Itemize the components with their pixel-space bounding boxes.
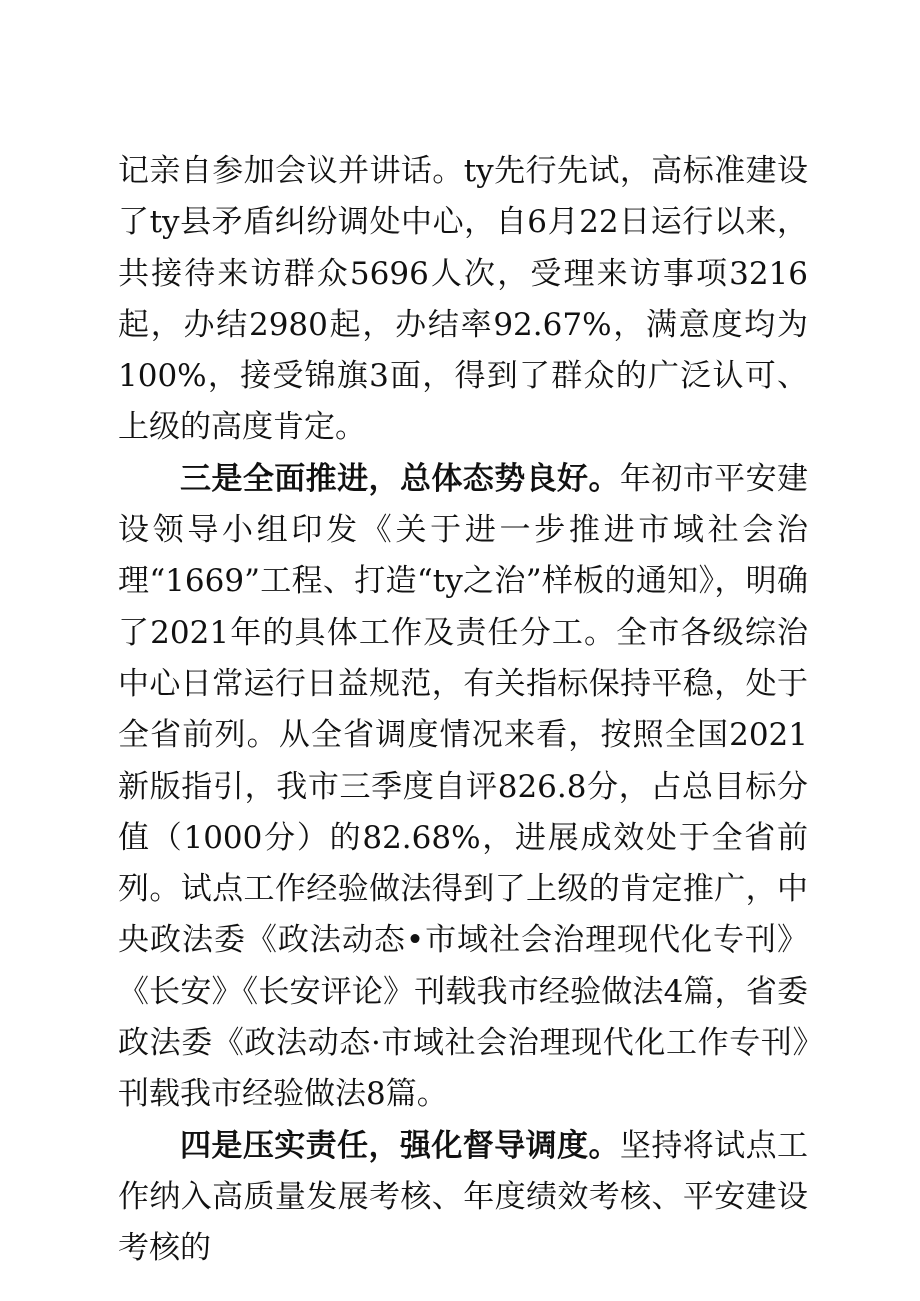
paragraph-lead-heading: 三是全面推进，总体态势良好。	[180, 460, 620, 497]
paragraph-responsibility	[118, 1121, 808, 1275]
paragraph-overall-progress	[118, 454, 808, 1121]
paragraph-body: 年初市平安建设领导小组印发《关于进一步推进市域社会治理“1669”工程、打造“ty之治”样板的通知》，明确了2021年的具体工作及责任分工。全市各级综治中心日常运行日益规范，有关指标保持平稳，处于全省前列。从全省调度情况来看，按照全国2021新版指引，我市三季度自评826.8分，占总目标分值（1000分）的82.68%，进展成效处于全省前列。试点工作经验做法得到了上级的肯定推广，中央政法委《政法动态•市域社会治理现代化专刊》《长安》《长安评论》刊载我市经验做法4篇，省委政法委《政法动态·市域社会治理现代化工作专刊》刊载我市经验做法8篇。	[118, 460, 809, 1113]
document-body	[118, 146, 808, 1275]
paragraph-lead-heading: 四是压实责任，强化督导调度。	[180, 1127, 620, 1164]
paragraph-body: 记亲自参加会议并讲话。ty先行先试，高标准建设了ty县矛盾纠纷调处中心，自6月22日运行以来，共接待来访群众5696人次，受理来访事项3216起，办结2980起，办结率92.67%，满意度均为100%，接受锦旗3面，得到了群众的广泛认可、上级的高度肯定。	[118, 153, 808, 446]
paragraph-body: 坚持将试点工作纳入高质量发展考核、年度绩效考核、平安建设考核的	[118, 1127, 809, 1267]
paragraph-continuation	[118, 146, 808, 454]
